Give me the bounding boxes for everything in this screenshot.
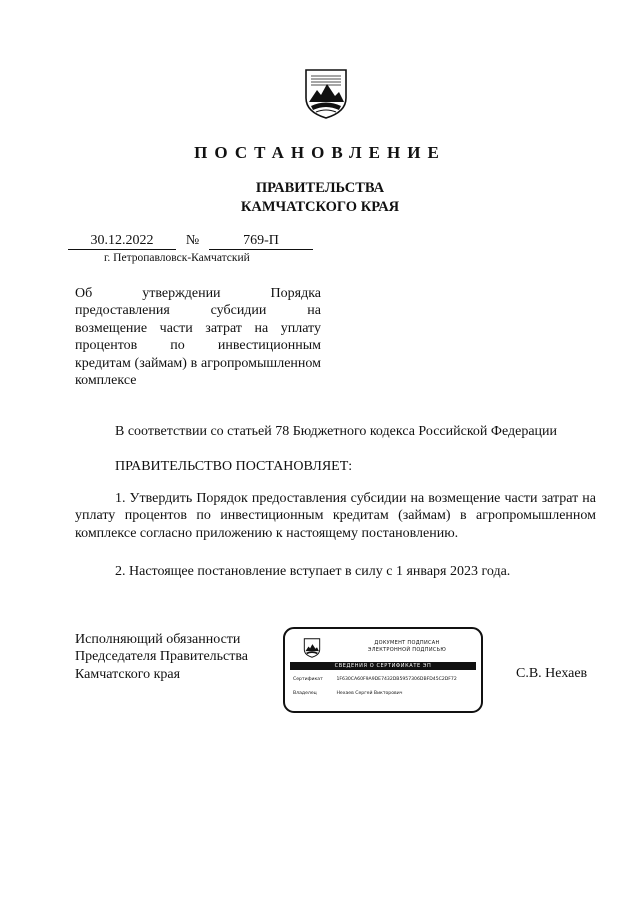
- number-sign: №: [185, 233, 200, 248]
- resolves-paragraph: ПРАВИТЕЛЬСТВО ПОСТАНОВЛЯЕТ:: [115, 459, 353, 474]
- signatory-position: [75, 631, 248, 683]
- stamp-header-line-2: ЭЛЕКТРОННОЙ ПОДПИСЬЮ: [367, 647, 447, 653]
- stamp-certificate-bar: СВЕДЕНИЯ О СЕРТИФИКАТЕ ЭП: [290, 662, 476, 670]
- certificate-label: Сертификат: [293, 677, 323, 682]
- authority-line-2: КАМЧАТСКОГО КРАЯ: [240, 199, 400, 215]
- date-number-line: [68, 233, 313, 251]
- coat-of-arms-emblem: [303, 68, 349, 120]
- item-1-paragraph: 1. Утвердить Порядок предоставления субсидии на возмещение части затрат на уплату процентов по инвестиционным кредитам (займам) в агропромышленном комплексе согласно приложению к настоящему постановлению.: [75, 491, 596, 541]
- position-line-2: Председателя Правительства: [75, 649, 249, 665]
- position-line-1: Исполняющий обязанности: [75, 632, 241, 647]
- document-number: 769-П: [209, 233, 313, 250]
- stamp-header-line-1: ДОКУМЕНТ ПОДПИСАН: [374, 640, 440, 646]
- electronic-signature-stamp: [283, 627, 483, 713]
- document-subject-title: Об утверждении Порядка предоставления субсидии на возмещение части затрат на уплату процентов по инвестиционным кредитам (займам) в агропромышленном комплексе: [75, 286, 321, 389]
- stamp-certificate-row: [293, 677, 457, 682]
- item-2-paragraph: 2. Настоящее постановление вступает в силу с 1 января 2023 года.: [115, 564, 511, 579]
- authority-line-1: ПРАВИТЕЛЬСТВА: [255, 180, 385, 196]
- owner-label: Владелец: [293, 691, 317, 696]
- owner-value: Нехаев Сергей Викторович: [336, 691, 403, 696]
- document-type-title: ПОСТАНОВЛЕНИЕ: [194, 143, 446, 162]
- position-line-3: Камчатского края: [75, 666, 181, 682]
- stamp-emblem-icon: [303, 638, 321, 658]
- document-date: 30.12.2022: [68, 233, 176, 250]
- signatory-name: С.В. Нехаев: [516, 666, 588, 681]
- city-name: г. Петропавловск-Камчатский: [104, 252, 250, 264]
- preamble-paragraph: В соответствии со статьей 78 Бюджетного кодекса Российской Федерации: [115, 424, 558, 439]
- certificate-value: 1F630CA60F9A9DE7432DB5957306DBFD45C2DF72: [336, 677, 457, 682]
- stamp-owner-row: [293, 691, 402, 696]
